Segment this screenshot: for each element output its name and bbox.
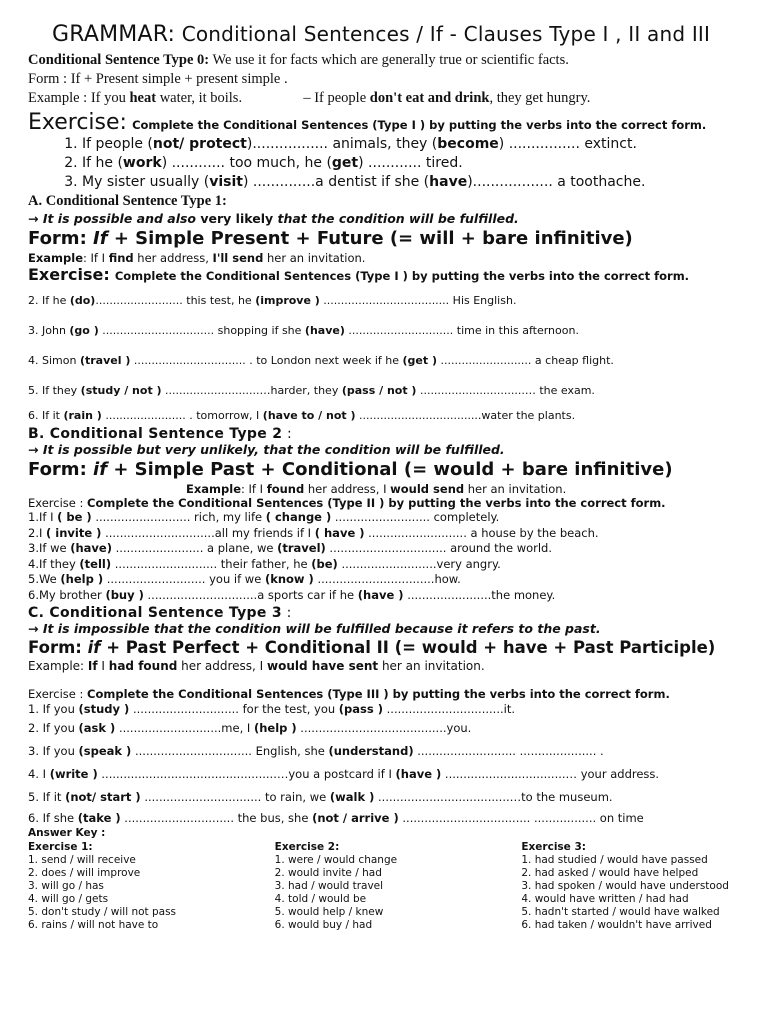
type2-form: Form: if + Simple Past + Conditional (= would + bare infinitive)	[28, 459, 673, 480]
exercise1-list	[28, 286, 768, 426]
answer-key-label: Answer Key :	[28, 827, 106, 839]
list-item: 1. If you (study ) ............................. for the test, you (pass ) ................................it.	[28, 702, 515, 716]
type0-section	[28, 51, 768, 108]
list-item: 1. had studied / would have passed	[521, 854, 708, 866]
type0-form: Form : If + Present simple + present simple .	[28, 71, 288, 87]
list-item: 2. had asked / would have helped	[521, 867, 699, 879]
type3-rule: → It is impossible that the condition will be fulfilled because it refers to the past.	[28, 621, 601, 636]
exercise0-list	[28, 135, 768, 192]
exercise2-title: Exercise :	[28, 496, 88, 510]
list-item: 2. does / will improve	[28, 867, 141, 879]
type2-example: Example: If I found her address, I would send her an invitation.	[186, 482, 567, 496]
exercise2-list	[28, 510, 768, 603]
list-item: 3. If you (speak ) ................................ English, she (understand) ........................... ..................... .	[28, 744, 604, 758]
list-item: 6. would buy / had	[274, 919, 373, 931]
exercise3-title: Exercise :	[28, 687, 88, 701]
type1-rule: → It is possible and also very likely that the condition will be fulfilled.	[28, 211, 519, 226]
list-item: 5. If they (study / not ) ...........................…harder, they (pass / not ) ..............................… the exam.	[28, 384, 595, 397]
list-item: 5.We (help ) ........................... you if we (know ) ................................how.	[28, 572, 461, 586]
list-item: 4.If they (tell) ............................ their father, he (be) ..........................very angry.	[28, 556, 501, 571]
exercise0-header	[28, 110, 768, 135]
list-item: 5. don't study / will not pass	[28, 906, 177, 918]
exercise3-instruction: Complete the Conditional Sentences (Type III ) by putting the verbs into the correct form.	[87, 687, 670, 701]
list-item: 2. would invite / had	[274, 867, 382, 879]
answer-column-1: Exercise 1: 1. send / will receive 2. does / will improve 3. will go / has 4. will go / gets 5. don't study / will not pass 6. rains / will not have to	[28, 841, 275, 932]
type1-example: Example: If I find her address, I'll send her an invitation.	[28, 251, 366, 265]
list-item: 3. will go / has	[28, 880, 104, 892]
list-item: 6.My brother (buy ) ..............................a sports car if he (have ) .......................the money.	[28, 587, 556, 602]
title-main: GRAMMAR:	[52, 22, 176, 47]
list-item: 2. If he (do)......................... this test, he (improve ) .................................... His English.	[28, 294, 517, 307]
type0-heading: Conditional Sentence Type 0:	[28, 52, 210, 68]
list-item: 3. had / would travel	[274, 880, 384, 892]
list-item: 2. If you (ask ) ............................me, I (help ) ........................................you.	[28, 721, 472, 735]
list-item: 4. I (write ) ................................................…you a postcard if I (have ) .................................… your address.	[28, 767, 660, 781]
list-item: 6. rains / will not have to	[28, 919, 159, 931]
list-item: 3. had spoken / would have understood	[521, 880, 729, 892]
exercise3-header	[28, 687, 768, 701]
list-item: 1. send / will receive	[28, 854, 136, 866]
exercise2-instruction: Complete the Conditional Sentences (Type II ) by putting the verbs into the correct form.	[87, 496, 666, 510]
type3-form: Form: if + Past Perfect + Conditional II (= would + have + Past Participle)	[28, 638, 716, 657]
list-item: 5. hadn't started / would have walked	[521, 906, 720, 918]
exercise0-title: Exercise:	[28, 110, 127, 135]
answer-column-2: Exercise 2: 1. were / would change 2. would invite / had 3. had / would travel 4. told / would be 5. would help / knew 6. would buy / had	[275, 841, 522, 932]
list-item: 6. If she (take ) .............................. the bus, she (not / arrive ) ................................... ................. on time	[28, 811, 644, 825]
list-item: 5. would help / knew	[274, 906, 384, 918]
list-item: 1. If people (not/ protect)................. animals, they (become) ................ extinct.	[82, 135, 768, 154]
answer-key	[28, 841, 768, 932]
list-item: 2.I ( invite ) ..............................all my friends if I ( have ) ........................... a house by the beach.	[28, 525, 599, 540]
list-item: 6. had taken / wouldn't have arrived	[521, 919, 712, 931]
list-item: 3. John (go ) ................................ shopping if she (have) .............................. time in this afternoon.	[28, 324, 579, 337]
list-item: 2. If he (work) ............ too much, he (get) ............ tired.	[82, 154, 768, 173]
list-item: 5. If it (not/ start ) ................................ to rain, we (walk ) ....................................…to the museum.	[28, 790, 613, 804]
type3-example: Example: If I had found her address, I would have sent her an invitation.	[28, 659, 485, 673]
title-rest: Conditional Sentences / If - Clauses Type I , II and III	[181, 22, 711, 46]
list-item: 4. will go / gets	[28, 893, 109, 905]
page-title	[52, 22, 768, 47]
type1-form: Form: If + Simple Present + Future (= will + bare infinitive)	[28, 228, 633, 249]
type2-rule: → It is possible but very unlikely, that the condition will be fulfilled.	[28, 442, 505, 457]
exercise1-instruction: Complete the Conditional Sentences (Type I ) by putting the verbs into the correct form.	[114, 269, 690, 283]
type1-heading: A. Conditional Sentence Type 1:	[28, 193, 227, 209]
type3-heading: C. Conditional Sentence Type 3 :	[28, 605, 292, 621]
list-item: 1.If I ( be ) .......................... rich, my life ( change ) .......................... completely.	[28, 510, 500, 524]
type0-description: We use it for facts which are generally true or scientific facts.	[212, 52, 569, 68]
type2-heading: B. Conditional Sentence Type 2 :	[28, 426, 293, 442]
exercise1-header	[28, 265, 768, 284]
list-item: 4. would have written / had had	[521, 893, 689, 905]
list-item: 3.If we (have) ........................ a plane, we (travel) ................................ around the world.	[28, 541, 553, 555]
answer-column-3: Exercise 3: 1. had studied / would have passed 2. had asked / would have helped 3. had spoken / would have understood 4. would have written / had had 5. hadn't started / would have walked 6. had taken / wouldn't have arrived	[521, 841, 768, 932]
list-item: 4. Simon (travel ) ................................ . to London next week if he (get ) .......................... a cheap flight.	[28, 354, 614, 367]
list-item: 1. were / would change	[274, 854, 398, 866]
exercise0-instruction: Complete the Conditional Sentences (Type I ) by putting the verbs into the correct form.	[132, 118, 707, 132]
exercise2-header	[28, 496, 768, 510]
exercise1-title: Exercise:	[28, 265, 110, 284]
type0-example: Example : If you heat water, it boils. – If people don't eat and drink, they get hungry.	[28, 90, 591, 106]
list-item: 6. If it (rain ) ....................... . tomorrow, I (have to / not ) ...................................water the plants.	[28, 409, 576, 422]
list-item: 4. told / would be	[274, 893, 367, 905]
list-item: 3. My sister usually (visit) ..............a dentist if she (have).................. a toothache.	[82, 173, 768, 192]
exercise3-list	[28, 701, 768, 827]
